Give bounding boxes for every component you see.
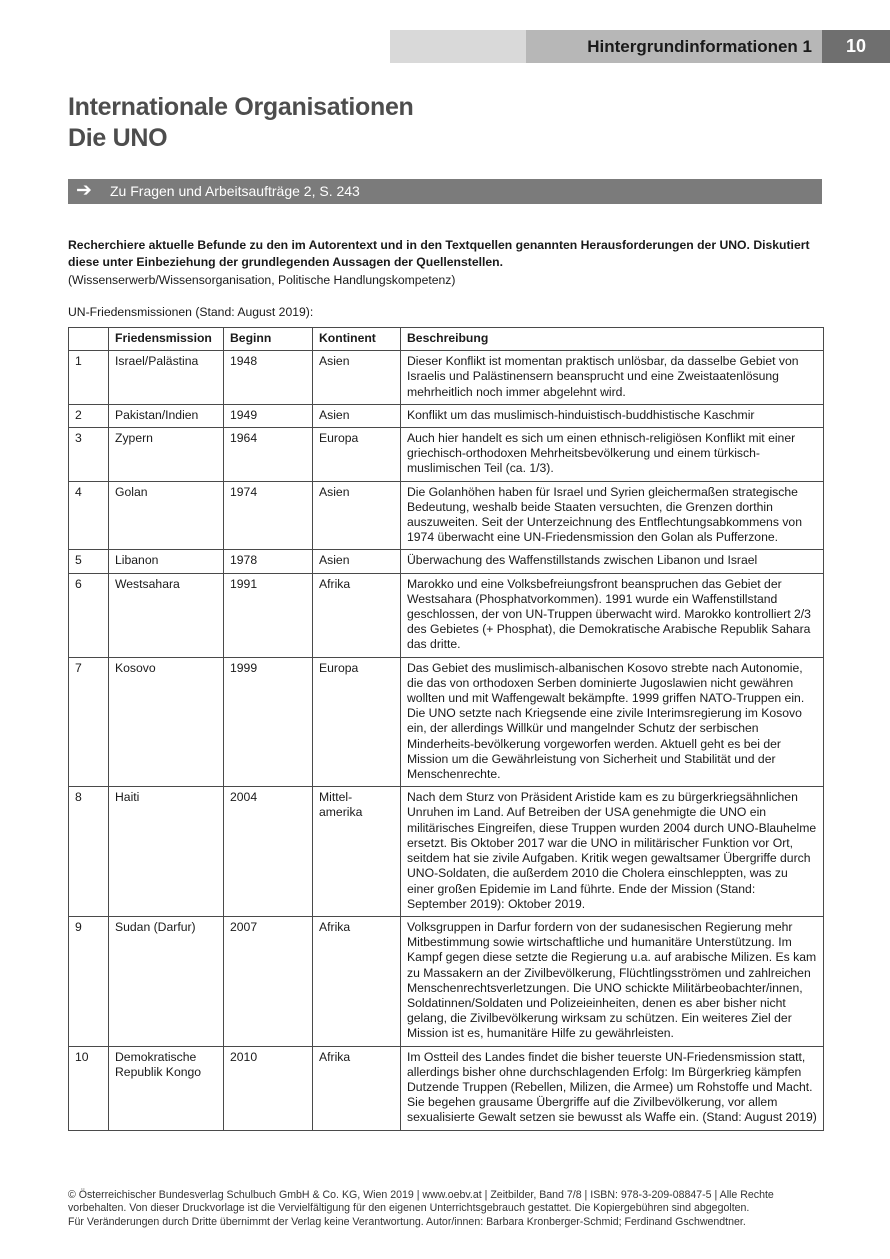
cell-mission: Westsahara <box>109 573 224 657</box>
table-row <box>69 573 824 657</box>
cell-continent: Asien <box>313 351 401 405</box>
col-header-start: Beginn <box>224 328 313 351</box>
table-row <box>69 404 824 427</box>
cell-number: 10 <box>69 1046 109 1130</box>
table-row <box>69 1046 824 1130</box>
cell-start: 1949 <box>224 404 313 427</box>
task-instruction: Recherchiere aktuelle Befunde zu den im Autorentext und in den Textquellen genannten Herausforderungen der UNO. Diskutiert diese unter Einbeziehung der grundlegenden Aussagen der Quellenstellen. <box>68 238 810 269</box>
missions-table <box>68 327 824 1131</box>
cell-number: 8 <box>69 787 109 917</box>
cell-number: 9 <box>69 916 109 1046</box>
cell-description: Konflikt um das muslimisch-hinduistisch-buddhistische Kaschmir <box>401 404 824 427</box>
cell-continent: Europa <box>313 428 401 482</box>
cell-number: 1 <box>69 351 109 405</box>
cell-start: 1991 <box>224 573 313 657</box>
col-header-mission: Friedensmission <box>109 328 224 351</box>
cell-start: 2007 <box>224 916 313 1046</box>
section-label: Hintergrundinformationen 1 <box>526 30 822 63</box>
arrow-right-icon: ➔ <box>76 180 92 201</box>
cell-start: 1974 <box>224 481 313 550</box>
page-number: 10 <box>822 30 890 63</box>
cell-continent: Europa <box>313 657 401 787</box>
cell-continent: Asien <box>313 404 401 427</box>
page-title <box>68 92 414 154</box>
cell-number: 7 <box>69 657 109 787</box>
cell-description: Auch hier handelt es sich um einen ethnisch-religiösen Konflikt mit einer griechisch-orthodoxen Mehrheitsbevölkerung und einem türkisch-muslimischen Teil (ca. 1/3). <box>401 428 824 482</box>
cell-description: Nach dem Sturz von Präsident Aristide kam es zu bürgerkriegsähnlichen Unruhen im Land. Auf Betreiben der USA genehmigte die UNO ein militärisches Eingreifen, diese Truppen wurden 2004 durch UNO-Blauhelme ersetzt. Bis Oktober 2017 war die UNO in militärischer Funktion vor Ort, seitdem hat sie zivile Aufgaben. Kritik wegen gewaltsamer Übergriffe durch UNO-Soldaten, die außerdem 2010 die Cholera einschleppten, was zu einer großen Epidemie im Land führte. Ende der Mission (Stand: September 2019): Oktober 2019. <box>401 787 824 917</box>
title-line-2: Die UNO <box>68 124 168 152</box>
cell-mission: Libanon <box>109 550 224 573</box>
cell-start: 1948 <box>224 351 313 405</box>
cell-start: 1999 <box>224 657 313 787</box>
table-row <box>69 428 824 482</box>
cell-continent: Mittel-amerika <box>313 787 401 917</box>
cell-start: 1964 <box>224 428 313 482</box>
footer <box>68 1189 828 1229</box>
table-header-row <box>69 328 824 351</box>
cell-mission: Kosovo <box>109 657 224 787</box>
reference-bar <box>68 179 822 204</box>
col-header-continent: Kontinent <box>313 328 401 351</box>
cell-description: Volksgruppen in Darfur fordern von der sudanesischen Regierung mehr Mitbestimmung sowie wirtschaftliche und humanitäre Unterstützung. Im Kampf gegen diese setzte die Regierung u.a. auf arabische Milizen. Es kam zu Massakern an der Zivilbevölkerung, Flüchtlingsströmen und zahlreichen Menschenrechtsverletzungen. Die UNO schickte Militärbeobachter/innen, Soldatinnen/Soldaten und Polizeieinheiten, denen es aber bisher nicht gelang, die Zivilbevölkerung wirksam zu schützen. Ein weiteres Ziel der Mission ist es, humanitäre Hilfe zu gewährleisten. <box>401 916 824 1046</box>
table-row <box>69 916 824 1046</box>
table-row <box>69 481 824 550</box>
cell-continent: Afrika <box>313 1046 401 1130</box>
competences: (Wissenserwerb/Wissensorganisation, Politische Handlungskompetenz) <box>68 273 456 287</box>
cell-description: Dieser Konflikt ist momentan praktisch unlösbar, da dasselbe Gebiet von Israelis und Palästinensern beansprucht und eine Zweistaatenlösung mehrheitlich noch immer abgelehnt wird. <box>401 351 824 405</box>
table-row <box>69 351 824 405</box>
cell-number: 6 <box>69 573 109 657</box>
cell-number: 4 <box>69 481 109 550</box>
footer-line: © Österreichischer Bundesverlag Schulbuch GmbH & Co. KG, Wien 2019 | www.oebv.at | Zeitbilder, Band 7/8 | ISBN: 978-3-209-08847-5 | Alle Rechte <box>68 1189 774 1201</box>
cell-description: Überwachung des Waffenstillstands zwischen Libanon und Israel <box>401 550 824 573</box>
cell-continent: Asien <box>313 550 401 573</box>
reference-text: Zu Fragen und Arbeitsaufträge 2, S. 243 <box>110 183 360 199</box>
cell-start: 1978 <box>224 550 313 573</box>
cell-description: Im Ostteil des Landes findet die bisher teuerste UN-Friedensmission statt, allerdings bisher ohne durchschlagenden Erfolg: Im Bürgerkrieg kämpfen Dutzende Truppen (Rebellen, Milizen, die Armee) um Rohstoffe und Macht. Sie begehen grausame Übergriffe auf die Zivilbevölkerung, vor allem sexualisierte Gewalt setzen sie bewusst als Waffe ein. (Stand: August 2019) <box>401 1046 824 1130</box>
cell-description: Das Gebiet des muslimisch-albanischen Kosovo strebte nach Autonomie, die das von orthodoxen Serben dominierte Jugoslawien nicht gewähren wollten und mit Waffengewalt bekämpfte. 1999 griffen NATO-Truppen ein. Die UNO setzte nach Kriegsende eine zivile Interimsregierung im Kosovo ein, der allerdings Willkür und mangelnder Schutz der serbischen Minderheits-bevölkerung vorgeworfen werden. Aktuell geht es bei der Mission um die Gewährleistung von Sicherheit und Stabilität und der Menschenrechte. <box>401 657 824 787</box>
cell-mission: Zypern <box>109 428 224 482</box>
cell-mission: Sudan (Darfur) <box>109 916 224 1046</box>
table-row <box>69 657 824 787</box>
footer-line: Für Veränderungen durch Dritte übernimmt der Verlag keine Verantwortung. Autor/innen: Barbara Kronberger-Schmid; Ferdinand Gschwendtner. <box>68 1215 746 1228</box>
col-header-description: Beschreibung <box>401 328 824 351</box>
cell-mission: Israel/Palästina <box>109 351 224 405</box>
cell-number: 3 <box>69 428 109 482</box>
footer-line: vorbehalten. Von dieser Druckvorlage ist die Vervielfältigung für den eigenen Unterrichtsgebrauch gestattet. Die Kopiergebühren sind abgegolten. <box>68 1202 750 1215</box>
table-row <box>69 787 824 917</box>
cell-number: 5 <box>69 550 109 573</box>
cell-start: 2004 <box>224 787 313 917</box>
title-line-1: Internationale Organisationen <box>68 93 414 121</box>
cell-mission: Pakistan/Indien <box>109 404 224 427</box>
table-row <box>69 550 824 573</box>
cell-mission: Demokratische Republik Kongo <box>109 1046 224 1130</box>
cell-number: 2 <box>69 404 109 427</box>
cell-continent: Afrika <box>313 573 401 657</box>
col-header-number <box>69 328 109 351</box>
table-caption: UN-Friedensmissionen (Stand: August 2019): <box>68 305 314 319</box>
cell-start: 2010 <box>224 1046 313 1130</box>
cell-continent: Afrika <box>313 916 401 1046</box>
cell-continent: Asien <box>313 481 401 550</box>
cell-mission: Golan <box>109 481 224 550</box>
cell-description: Die Golanhöhen haben für Israel und Syrien gleichermaßen strategische Bedeutung, weshalb beide Staaten versuchten, die Grenzen dorthin auszuweiten. Seit der Unterzeichnung des Entflechtungsabkommens von 1974 überwacht eine UN-Friedensmission den Golan als Pufferzone. <box>401 481 824 550</box>
header-band <box>390 30 526 63</box>
cell-mission: Haiti <box>109 787 224 917</box>
cell-description: Marokko und eine Volksbefreiungsfront beanspruchen das Gebiet der Westsahara (Phosphatvorkommen). 1991 wurde ein Waffenstillstand geschlossen, der von UN-Truppen überwacht wird. Marokko kontrolliert 2/3 des Gebietes (+ Phosphat), die Demokratische Arabische Republik Sahara das dritte. <box>401 573 824 657</box>
